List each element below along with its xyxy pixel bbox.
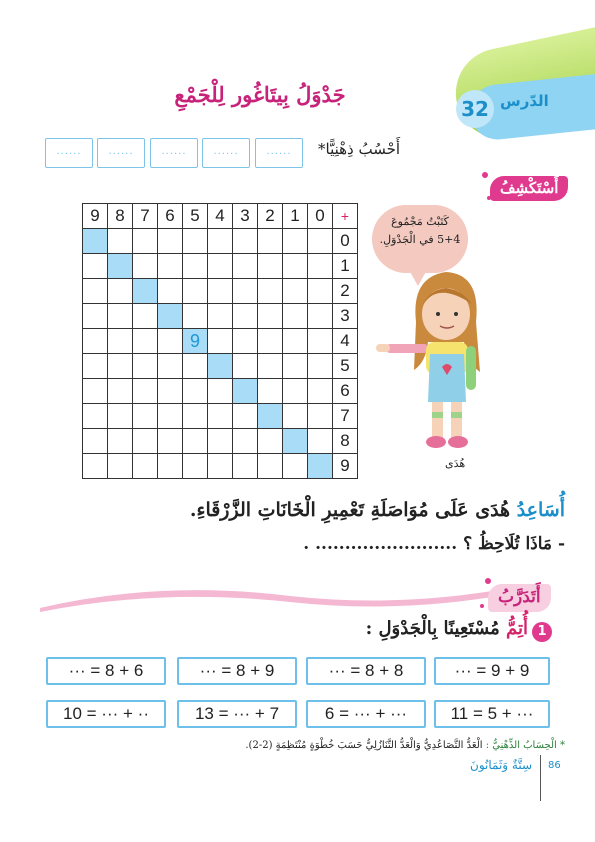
girl-character-illustration <box>376 262 496 452</box>
table-cell[interactable] <box>258 379 283 404</box>
lesson-title: جَدْوَلُ بِيتَاغُور لِلْجَمْعِ <box>174 82 346 107</box>
table-cell[interactable] <box>183 354 208 379</box>
exercise-number-badge: 1 <box>532 622 552 642</box>
table-cell[interactable] <box>208 329 233 354</box>
table-row <box>83 379 358 404</box>
mental-math-box-3[interactable]: ...... <box>202 138 250 168</box>
table-cell[interactable] <box>283 329 308 354</box>
table-header-row <box>83 204 358 229</box>
column-header: 4 <box>208 204 233 229</box>
table-cell[interactable] <box>208 254 233 279</box>
table-cell[interactable] <box>283 279 308 304</box>
table-cell[interactable] <box>133 429 158 454</box>
equation-box[interactable]: ··· = 8 + 8 <box>306 657 426 685</box>
equation-box[interactable]: 11 = 5 + ··· <box>434 700 550 728</box>
practice-divider-wave <box>40 578 510 618</box>
page-number: 86 <box>548 760 561 771</box>
row-header: 6 <box>333 379 358 404</box>
table-cell[interactable] <box>233 304 258 329</box>
table-cell[interactable] <box>258 304 283 329</box>
column-header: 0 <box>308 204 333 229</box>
table-cell[interactable] <box>158 454 183 479</box>
table-cell[interactable] <box>83 304 108 329</box>
table-cell[interactable] <box>133 279 158 304</box>
row-header: 0 <box>333 229 358 254</box>
table-cell[interactable] <box>208 304 233 329</box>
table-cell[interactable] <box>108 279 133 304</box>
table-cell[interactable] <box>233 429 258 454</box>
pythagoras-addition-table <box>82 203 358 479</box>
lesson-label: الدّرس <box>500 92 549 110</box>
table-cell[interactable] <box>208 229 233 254</box>
equation-box[interactable]: ··· = 8 + 9 <box>177 657 297 685</box>
equation-box[interactable]: ··· = 8 + 6 <box>46 657 166 685</box>
table-cell[interactable] <box>208 454 233 479</box>
table-cell[interactable] <box>108 304 133 329</box>
column-header: 6 <box>158 204 183 229</box>
table-cell[interactable] <box>83 429 108 454</box>
table-row <box>83 454 358 479</box>
table-cell[interactable] <box>183 429 208 454</box>
table-cell[interactable] <box>208 379 233 404</box>
table-row <box>83 329 358 354</box>
table-cell[interactable] <box>258 254 283 279</box>
column-header: 3 <box>233 204 258 229</box>
table-cell[interactable] <box>258 429 283 454</box>
table-cell[interactable] <box>258 454 283 479</box>
table-cell[interactable] <box>108 254 133 279</box>
table-cell[interactable] <box>183 279 208 304</box>
exercise-instruction <box>300 618 528 639</box>
mental-math-box-2[interactable]: ...... <box>255 138 303 168</box>
table-cell[interactable] <box>83 454 108 479</box>
table-cell[interactable] <box>133 304 158 329</box>
mental-math-box-5[interactable]: ...... <box>97 138 145 168</box>
table-cell[interactable] <box>233 354 258 379</box>
mental-math-box-6[interactable]: ...... <box>45 138 93 168</box>
instruction-help <box>80 499 565 521</box>
table-cell[interactable] <box>283 254 308 279</box>
row-header: 5 <box>333 354 358 379</box>
table-cell[interactable] <box>208 404 233 429</box>
footnote <box>160 740 565 751</box>
table-cell-filled[interactable]: 9 <box>183 329 208 354</box>
row-header: 1 <box>333 254 358 279</box>
instruction-help-verb: أُسَاعِدُ <box>516 499 565 521</box>
table-cell[interactable] <box>258 404 283 429</box>
table-cell[interactable] <box>183 229 208 254</box>
table-cell[interactable] <box>158 229 183 254</box>
lesson-number-badge: 32 <box>456 90 494 128</box>
table-cell[interactable] <box>308 454 333 479</box>
instruction-help-text: هُدَى عَلَى مُوَاصَلَةِ تَعْمِيرِ الْخَانَاتِ الزَّرْقَاءِ. <box>189 499 517 521</box>
row-header: 3 <box>333 304 358 329</box>
table-row <box>83 404 358 429</box>
table-row <box>83 279 358 304</box>
page-number-divider <box>540 755 541 801</box>
table-cell[interactable] <box>308 329 333 354</box>
table-cell[interactable] <box>308 429 333 454</box>
table-row <box>83 354 358 379</box>
row-header: 4 <box>333 329 358 354</box>
table-cell[interactable] <box>233 379 258 404</box>
table-cell[interactable] <box>308 254 333 279</box>
speech-line-2: 5+4 في الْجَدْوَلِ. <box>379 233 461 246</box>
practice-section-badge: أَتَدَرَّبُ <box>488 584 551 612</box>
table-cell[interactable] <box>308 404 333 429</box>
row-header: 8 <box>333 429 358 454</box>
table-cell[interactable] <box>83 354 108 379</box>
table-cell[interactable] <box>183 404 208 429</box>
mental-math-label: أَحْسُبُ ذِهْنِيًّا* <box>318 140 401 158</box>
table-cell[interactable] <box>308 304 333 329</box>
equation-box[interactable]: 6 = ··· + ··· <box>306 700 426 728</box>
row-header: 7 <box>333 404 358 429</box>
table-cell[interactable] <box>83 279 108 304</box>
table-cell[interactable] <box>108 379 133 404</box>
table-cell[interactable] <box>83 379 108 404</box>
exercise-instruction-text: مُسْتَعِينًا بِالْجَدْوَلِ : <box>365 618 506 639</box>
table-cell[interactable] <box>83 229 108 254</box>
table-cell[interactable] <box>208 279 233 304</box>
decor-dot <box>485 578 491 584</box>
table-cell[interactable] <box>108 229 133 254</box>
row-header: 2 <box>333 279 358 304</box>
table-cell[interactable] <box>233 329 258 354</box>
table-cell[interactable] <box>158 354 183 379</box>
discover-section-badge: أَسْتَكْشِفُ <box>490 176 568 201</box>
footnote-text: الْعَدُّ التَّصَاعُدِيُّ وَالْعَدُّ التَّنَازُلِيُّ حَسَبَ خُطْوَةٍ مُنْتَظِمَةٍ (2-2). <box>245 740 486 751</box>
table-cell[interactable] <box>158 304 183 329</box>
table-cell[interactable] <box>133 354 158 379</box>
table-cell[interactable] <box>83 329 108 354</box>
table-cell[interactable] <box>233 229 258 254</box>
table-cell[interactable] <box>108 454 133 479</box>
table-cell[interactable] <box>258 354 283 379</box>
table-cell[interactable] <box>108 404 133 429</box>
table-cell[interactable] <box>183 454 208 479</box>
column-header: 9 <box>83 204 108 229</box>
exercise-verb: أُتِمُّ <box>506 618 528 639</box>
footnote-label: * الْحِسَابُ الذِّهْنِيُّ : <box>485 740 565 751</box>
table-row <box>83 229 358 254</box>
table-row <box>83 304 358 329</box>
table-cell[interactable] <box>308 379 333 404</box>
equation-box[interactable]: 13 = ··· + 7 <box>177 700 297 728</box>
table-cell[interactable] <box>258 229 283 254</box>
table-cell[interactable] <box>133 379 158 404</box>
decor-dot <box>480 604 484 608</box>
table-cell[interactable] <box>183 379 208 404</box>
speech-line-1: كَتَبْتُ مَجْمُوعَ <box>391 215 449 228</box>
table-cell[interactable] <box>158 379 183 404</box>
table-cell[interactable] <box>283 354 308 379</box>
table-cell[interactable] <box>283 454 308 479</box>
row-header: 9 <box>333 454 358 479</box>
table-cell[interactable] <box>208 354 233 379</box>
table-cell[interactable] <box>283 429 308 454</box>
instruction-notice: - مَاذَا تُلَاحِظُ ؟ ........................ . <box>303 534 565 554</box>
table-cell[interactable] <box>233 404 258 429</box>
table-cell[interactable] <box>283 404 308 429</box>
column-header: 8 <box>108 204 133 229</box>
table-cell[interactable] <box>83 404 108 429</box>
table-cell[interactable] <box>208 429 233 454</box>
table-cell[interactable] <box>283 229 308 254</box>
equation-box[interactable]: ··· = 9 + 9 <box>434 657 550 685</box>
table-cell[interactable] <box>83 254 108 279</box>
table-cell[interactable] <box>233 254 258 279</box>
plus-corner-cell: + <box>333 204 358 229</box>
table-cell[interactable] <box>158 404 183 429</box>
table-cell[interactable] <box>133 454 158 479</box>
column-header: 5 <box>183 204 208 229</box>
column-header: 7 <box>133 204 158 229</box>
page-number-words: سِتَّةٌ وَثَمَانُونَ <box>470 758 533 772</box>
table-cell[interactable] <box>233 454 258 479</box>
table-cell[interactable] <box>308 354 333 379</box>
table-cell[interactable] <box>283 379 308 404</box>
table-cell[interactable] <box>183 304 208 329</box>
table-cell[interactable] <box>158 329 183 354</box>
table-cell[interactable] <box>133 404 158 429</box>
table-cell[interactable] <box>283 304 308 329</box>
table-cell[interactable] <box>258 279 283 304</box>
character-name: هُدَى <box>445 457 466 470</box>
table-cell[interactable] <box>258 329 283 354</box>
table-cell[interactable] <box>308 229 333 254</box>
column-header: 2 <box>258 204 283 229</box>
table-cell[interactable] <box>158 429 183 454</box>
equation-box[interactable]: 10 = ··· + ·· <box>46 700 166 728</box>
table-cell[interactable] <box>133 329 158 354</box>
table-cell[interactable] <box>183 254 208 279</box>
mental-math-box-4[interactable]: ...... <box>150 138 198 168</box>
table-row <box>83 429 358 454</box>
table-cell[interactable] <box>158 279 183 304</box>
table-cell[interactable] <box>108 354 133 379</box>
column-header: 1 <box>283 204 308 229</box>
table-cell[interactable] <box>108 329 133 354</box>
decor-dot <box>482 172 488 178</box>
table-cell[interactable] <box>308 279 333 304</box>
table-cell[interactable] <box>133 229 158 254</box>
table-cell[interactable] <box>158 254 183 279</box>
table-row <box>83 254 358 279</box>
table-cell[interactable] <box>233 279 258 304</box>
table-cell[interactable] <box>133 254 158 279</box>
table-cell[interactable] <box>108 429 133 454</box>
